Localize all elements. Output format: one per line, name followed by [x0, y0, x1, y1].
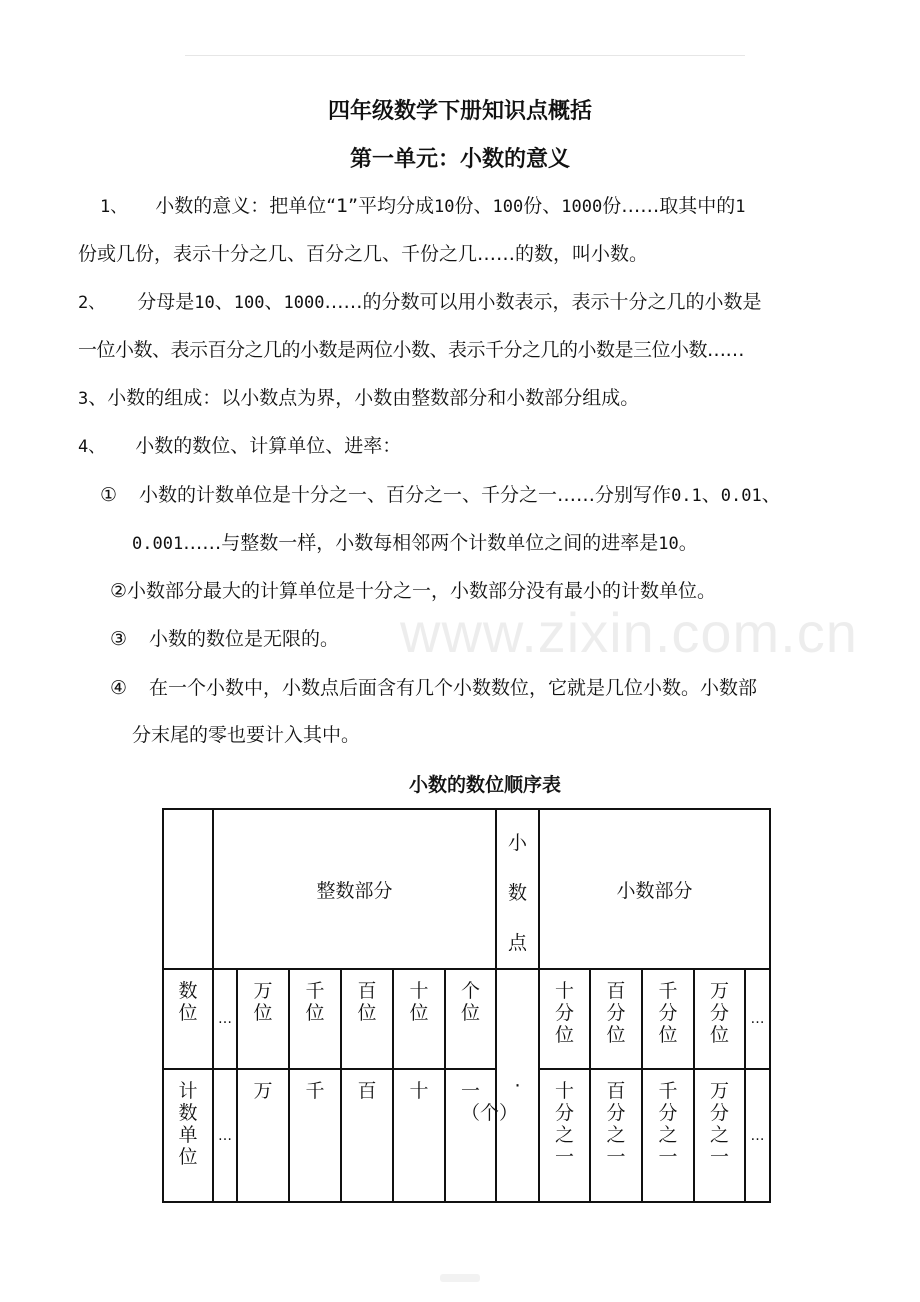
- circled-4: ④: [110, 677, 128, 699]
- place-dec-cell: [539, 969, 590, 1069]
- n-10: 10: [434, 197, 455, 217]
- p1-text-b: 份、: [454, 195, 493, 217]
- subitem-3: [110, 626, 339, 652]
- subitem-1-line-2: [132, 530, 698, 557]
- place-int-cell: [237, 969, 289, 1069]
- s1-sep-1: 、: [701, 484, 721, 506]
- row-label-place: 数位: [178, 980, 198, 1024]
- subitem-2: ②小数部分最大的计算单位是十分之一，小数部分没有最小的计数单位。: [110, 580, 717, 602]
- p2-text-b: ……的分数可以用小数表示，表示十分之几的小数是: [324, 291, 762, 313]
- p1-text-a: 小数的意义：把单位“1”平均分成: [155, 195, 435, 217]
- paragraph-4-number: 4、: [78, 437, 106, 457]
- p2-sep-2: 、: [264, 291, 284, 313]
- point-header: 小数点: [508, 832, 528, 954]
- paragraph-2-number: 2、: [78, 293, 106, 313]
- unit-int-cell: [393, 1069, 445, 1202]
- unit-dec-cell: [539, 1069, 590, 1202]
- subitem-4-line-1: [110, 675, 757, 701]
- top-rule: [185, 55, 745, 56]
- subitem-1-line-1: [100, 482, 781, 509]
- page-title: 四年级数学下册知识点概括: [327, 99, 592, 124]
- s1-sep-2: 、: [761, 484, 781, 506]
- corner-cell: [163, 809, 213, 969]
- decimal-point: ·: [496, 969, 539, 1202]
- place-hundredths: 百分位: [606, 980, 626, 1046]
- row-label-unit: 计数单位: [178, 1080, 198, 1168]
- unit-title: 第一单元：小数的意义: [349, 147, 570, 172]
- paragraph-3-number: 3: [78, 389, 89, 409]
- n-100: 100: [492, 197, 524, 217]
- place-value-table: [162, 808, 771, 1203]
- subitem-4-line-2: 分末尾的零也要计入其中。: [132, 724, 361, 746]
- place-ones: 个位: [461, 980, 481, 1024]
- value-0-001: 0.001: [132, 534, 184, 554]
- p1-text-c: 份、: [523, 195, 562, 217]
- decimal-part-header: 小数部分: [539, 809, 770, 969]
- ellipsis-left: …: [213, 1069, 237, 1202]
- subitem-3-text: 小数的数位是无限的。: [149, 628, 340, 650]
- unit-thousand: 千: [305, 1080, 325, 1102]
- place-thousandths: 千分位: [658, 980, 678, 1046]
- place-int-cell: [289, 969, 341, 1069]
- table-title: 小数的数位顺序表: [408, 774, 561, 796]
- place-dec-cell: [590, 969, 642, 1069]
- subitem-1-end: 。: [678, 532, 698, 554]
- unit-tenth: 十分之一: [555, 1080, 575, 1168]
- paragraph-3-text: 、小数的组成：以小数点为界，小数由整数部分和小数部分组成。: [88, 387, 640, 409]
- place-int-cell: [445, 969, 496, 1069]
- unit-hundredth: 百分之一: [606, 1080, 626, 1168]
- paragraph-1-number: 1、: [100, 197, 128, 217]
- place-int-cell: [341, 969, 393, 1069]
- place-tens: 十位: [409, 980, 429, 1024]
- ellipsis-right: …: [745, 1069, 770, 1202]
- subitem-4-text-1: 在一个小数中，小数点后面含有几个小数数位，它就是几位小数。小数部: [149, 677, 758, 699]
- row-label-place-cell: [163, 969, 213, 1069]
- value-0-01: 0.01: [720, 486, 762, 506]
- place-ten-thousands: 万位: [253, 980, 273, 1024]
- point-header-cell: [496, 809, 539, 969]
- unit-dec-cell: [642, 1069, 694, 1202]
- place-thousands: 千位: [305, 980, 325, 1024]
- n-1000: 1000: [561, 197, 603, 217]
- p2-n-1000: 1000: [283, 293, 325, 313]
- place-hundreds: 百位: [357, 980, 377, 1024]
- unit-ten-thousand: 万: [253, 1080, 273, 1102]
- rate-10: 10: [658, 534, 679, 554]
- place-int-cell: [393, 969, 445, 1069]
- unit-dec-cell: [590, 1069, 642, 1202]
- place-dec-cell: [642, 969, 694, 1069]
- unit-int-cell: [289, 1069, 341, 1202]
- circled-3: ③: [110, 628, 128, 650]
- unit-dec-cell: [694, 1069, 745, 1202]
- unit-ten: 十: [409, 1080, 429, 1102]
- paragraph-2-line-1: [78, 289, 761, 316]
- unit-int-cell: [237, 1069, 289, 1202]
- watermark: www.zixin.com.cn: [400, 601, 858, 664]
- unit-int-cell: [341, 1069, 393, 1202]
- p2-text-a: 分母是: [137, 291, 195, 313]
- paragraph-3: [78, 385, 639, 412]
- value-0-1: 0.1: [671, 486, 702, 506]
- place-tenths: 十分位: [555, 980, 575, 1046]
- unit-one: 一（个）: [461, 1080, 519, 1124]
- unit-hundred: 百: [357, 1080, 377, 1102]
- place-ten-thousandths: 万分位: [710, 980, 730, 1046]
- p1-text-d: 份……取其中的: [602, 195, 736, 217]
- paragraph-4-text: 小数的数位、计算单位、进率：: [135, 435, 402, 457]
- paragraph-1-line-2: 份或几份，表示十分之几、百分之几、千份之几……的数，叫小数。: [78, 243, 649, 265]
- row-label-unit-cell: [163, 1069, 213, 1202]
- circled-1: ①: [100, 484, 118, 506]
- footer-mark: [440, 1274, 480, 1282]
- paragraph-1-line-1: [100, 193, 745, 220]
- unit-int-cell: [445, 1069, 519, 1202]
- place-dec-cell: [694, 969, 745, 1069]
- p2-sep-1: 、: [214, 291, 234, 313]
- p2-n-10: 10: [194, 293, 215, 313]
- p2-n-100: 100: [233, 293, 265, 313]
- subitem-1-text-a: 小数的计数单位是十分之一、百分之一、千分之一……分别写作: [139, 484, 672, 506]
- ellipsis-right: …: [745, 969, 770, 1069]
- integer-part-header: 整数部分: [213, 809, 496, 969]
- unit-thousandth: 千分之一: [658, 1080, 678, 1168]
- paragraph-2-line-2: 一位小数、表示百分之几的小数是两位小数、表示千分之几的小数是三位小数……: [78, 339, 745, 361]
- subitem-1-text-b: ……与整数一样，小数每相邻两个计数单位之间的进率是: [183, 532, 659, 554]
- ellipsis-left: …: [213, 969, 237, 1069]
- n-1: 1: [735, 197, 746, 217]
- unit-ten-thousandth: 万分之一: [710, 1080, 730, 1168]
- paragraph-4: [78, 433, 401, 460]
